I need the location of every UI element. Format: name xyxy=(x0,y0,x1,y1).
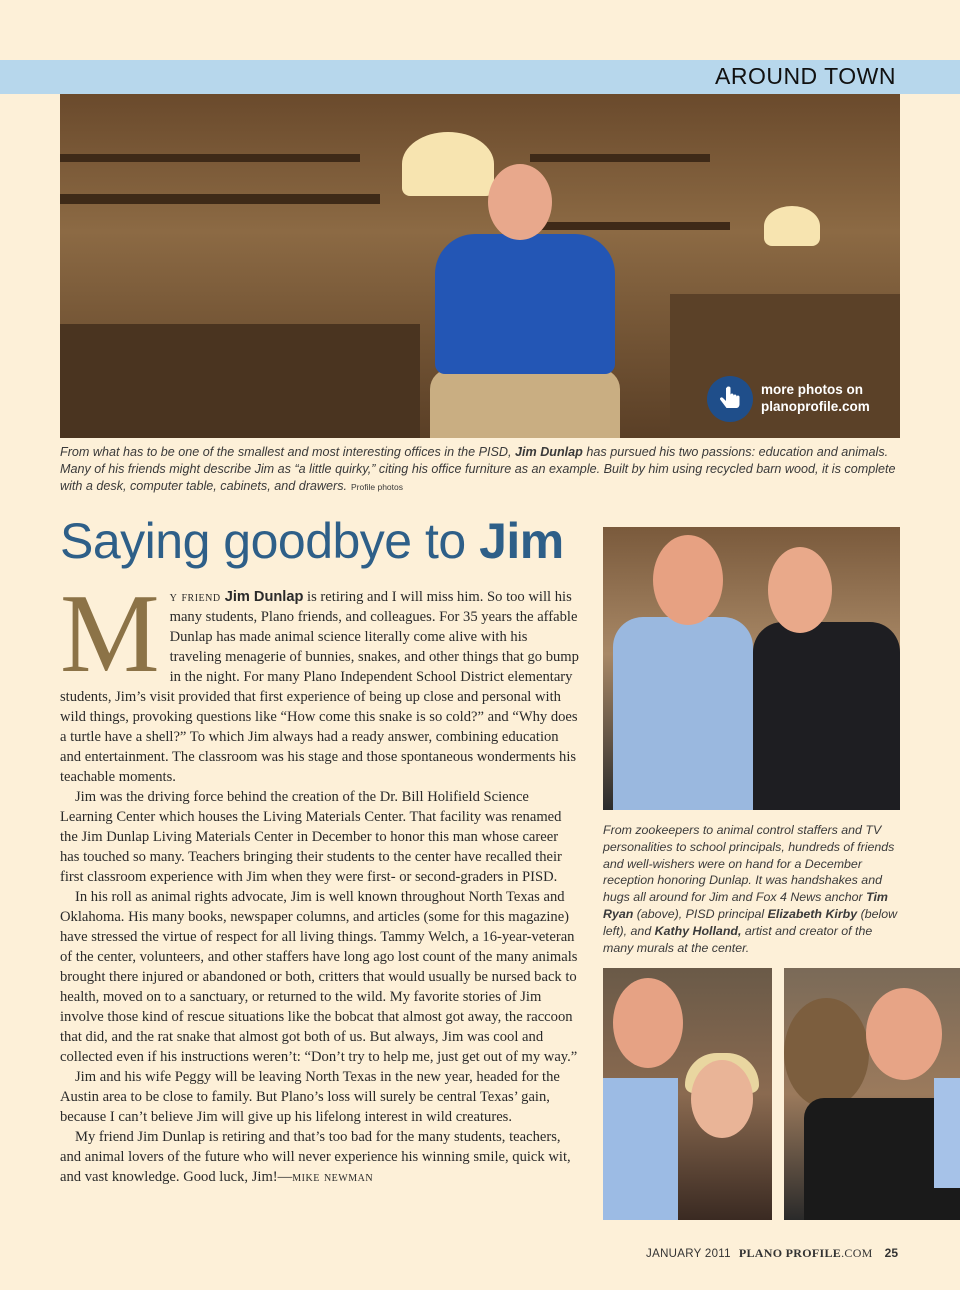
side-photo-caption xyxy=(603,822,903,956)
photo-credit: Profile photos xyxy=(351,482,403,492)
paragraph xyxy=(60,572,580,787)
lead-in: y friend xyxy=(169,589,225,605)
person-shirt xyxy=(613,617,753,810)
caption-name: Tim Ryan xyxy=(603,890,888,921)
brand-suffix: .COM xyxy=(841,1246,873,1260)
person-shirt xyxy=(435,234,615,374)
page-number: 25 xyxy=(884,1246,898,1260)
shelf xyxy=(60,154,360,162)
more-photos-badge[interactable] xyxy=(707,374,887,424)
drop-cap: M xyxy=(60,572,160,696)
person-suit xyxy=(753,622,900,810)
person-head xyxy=(613,978,683,1068)
desk xyxy=(60,324,420,438)
photo-handshake xyxy=(603,527,900,810)
hero-photo-office xyxy=(60,94,900,438)
top-photo-caption xyxy=(60,444,900,496)
paragraph-text: My friend Jim Dunlap is retiring and that’s too bad for the many students, teachers, and animal lovers of the future who will never experience his winning smile, quick wit, and vast knowledge. Good luck, Jim!— xyxy=(60,1129,571,1185)
person-head xyxy=(653,535,723,625)
caption-name: Elizabeth Kirby xyxy=(767,906,858,921)
issue-date: JANUARY 2011 xyxy=(646,1248,731,1260)
page-footer xyxy=(646,1246,898,1261)
person-arm xyxy=(934,1078,960,1188)
caption-name: Jim Dunlap xyxy=(515,445,583,459)
caption-text: artist and creator of the many murals at the center. xyxy=(603,923,873,955)
shelf xyxy=(530,154,710,162)
caption-text: From what has to be one of the smallest and most interesting offices in the PISD, xyxy=(60,445,515,459)
caption-name: Kathy Holland, xyxy=(654,923,742,938)
pointing-hand-cursor-icon xyxy=(707,376,753,422)
paragraph-text: is retiring and I will miss him. So too will his many students, Plano friends, and colleagues. For 35 years the affable Dunlap has made animal science literally come alive with his traveling menagerie of bunnies, snakes, and other things that go bump in the night. For many Plano Independent School District elementary students, Jim’s visit provided that first experience of being up close and personal with wild things, provoking questions like “How come this snake is so cold?” and “Why does a turtle have a shell?” To which Jim always had a ready answer, combining education and entertainment. The classroom was his stage and those spontaneous wonderments his teachable moments. xyxy=(60,589,579,785)
caption-text: (above), PISD principal xyxy=(633,906,768,921)
more-photos-text: more photos on planoprofile.com xyxy=(761,382,870,414)
caption-text: (below left), and xyxy=(603,906,898,938)
byline: mike newman xyxy=(292,1169,374,1185)
person-head xyxy=(866,988,942,1080)
lead-name: Jim Dunlap xyxy=(224,589,304,605)
person-head xyxy=(691,1060,753,1138)
paragraph: Jim was the driving force behind the creation of the Dr. Bill Holifield Science Learning Center which houses the Living Materials Center. That facility was renamed the Jim Dunlap Living Materials Center in December to honor this man whose career has touched so many. Teachers bringing their students to the center have recalled their first classroom experience with Jim when they were first- or second-graders in PISD. xyxy=(60,789,562,885)
caption-text: From zookeepers to animal control staffers and TV personalities to school principals, hundreds of friends and well-wishers were on hand for a December reception honoring Dunlap. It was handshakes and hugs all around for Jim and Fox 4 News anchor xyxy=(603,823,895,905)
article-body xyxy=(60,572,580,1187)
shelf xyxy=(60,194,380,204)
section-band xyxy=(0,60,960,94)
lamp xyxy=(402,132,494,196)
brand-name: PLANO PROFILE xyxy=(738,1246,842,1260)
caption-text: has pursued his two passions: education and animals. Many of his friends might describe Jim as “a little quirky,” citing his office furniture as an example. Built by him using recycled barn wood, it is complete with a desk, computer table, cabinets, and drawers. xyxy=(60,445,896,493)
headline-name: Jim xyxy=(479,513,564,569)
person-head xyxy=(488,164,552,240)
person-hair xyxy=(784,998,869,1108)
article-headline xyxy=(60,512,564,570)
paragraph: Jim and his wife Peggy will be leaving North Texas in the new year, headed for the Austin area to be close to family. But Plano’s loss will surely be central Texas’ gain, because I can’t believe Jim will give up his lifelong interest in wild creatures. xyxy=(60,1069,560,1125)
paragraph: In his roll as animal rights advocate, Jim is well known throughout North Texas and Oklahoma. His many books, newspaper columns, and articles (some for this magazine) have stressed the virtue of respect for all living things. Tammy Welch, a 16-year-veteran of the center, volunteers, and other staffers have long ago lost count of the many animals brought there injured or abandoned or both, critters that would usually be nursed back to health, moved on to a sanctuary, or returned to the wild. My favorite stories of Jim involve those kind of rescue situations like the bobcat that almost got away, the raccoon that did, and the rat snake that almost got both of us. But always, Jim was cool and collected even if his instructions weren’t: “Don’t try to help me, just get out of my way.” xyxy=(60,889,578,1065)
person-shirt xyxy=(603,1078,678,1220)
photo-hug-right xyxy=(784,968,960,1220)
paragraph xyxy=(60,1127,580,1187)
person-head xyxy=(768,547,832,633)
headline-part: Saying goodbye to xyxy=(60,513,480,569)
section-label: AROUND TOWN xyxy=(715,63,896,89)
photo-hug-left xyxy=(603,968,772,1220)
magazine-name xyxy=(739,1246,873,1260)
lamp xyxy=(764,206,820,246)
person-legs xyxy=(430,369,620,438)
shelf xyxy=(530,222,730,230)
